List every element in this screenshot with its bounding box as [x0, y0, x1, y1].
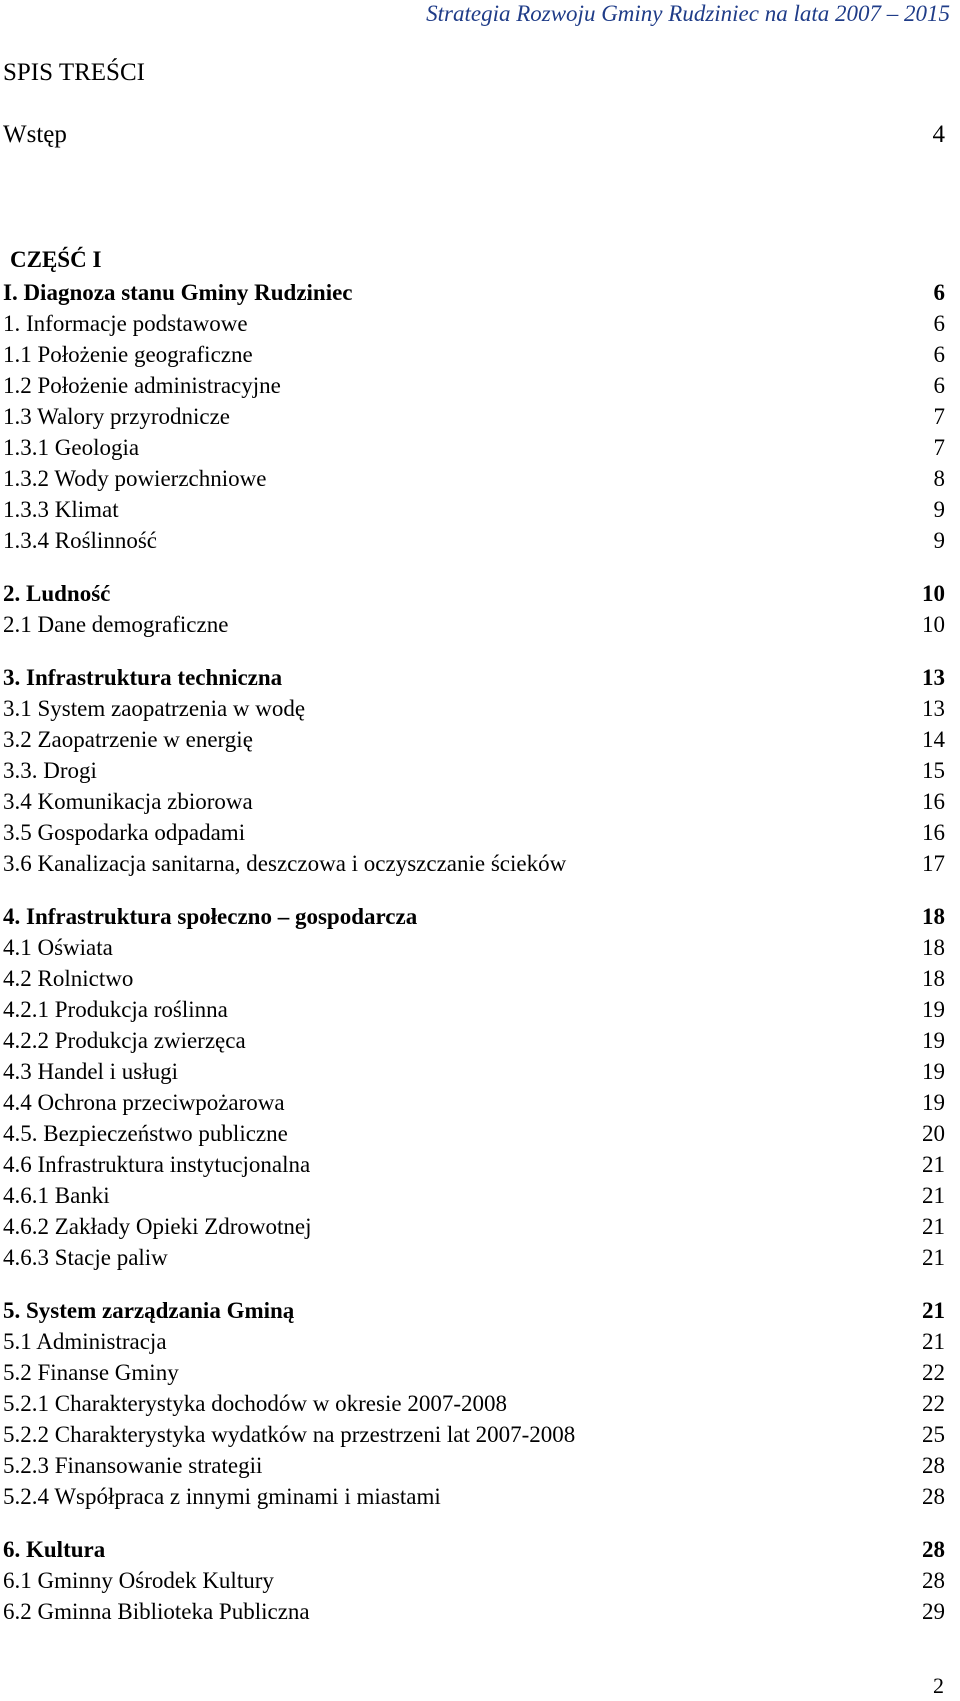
toc-entry-label: 1.3 Walory przyrodnicze — [3, 404, 231, 429]
toc-entry-label: 6.1 Gminny Ośrodek Kultury — [3, 1568, 274, 1593]
toc-entry — [3, 432, 945, 463]
toc-entry-page: 6 — [933, 280, 945, 305]
toc-entry-page: 16 — [922, 789, 945, 814]
toc-entry-label: 5.2.2 Charakterystyka wydatków na przestrzeni lat 2007-2008 — [3, 1422, 576, 1447]
toc-entry — [3, 494, 945, 525]
toc-entry-page: 8 — [933, 466, 945, 491]
toc-entry-page: 7 — [933, 404, 945, 429]
toc-entry — [3, 817, 945, 848]
toc-entry — [3, 370, 945, 401]
toc-entry-label: 5.1 Administracja — [3, 1329, 167, 1354]
toc-entry-page: 21 — [922, 1214, 945, 1239]
toc-entry — [3, 1596, 945, 1627]
toc-entry-label: 5.2.4 Współpraca z innymi gminami i miastami — [3, 1484, 441, 1509]
page-number: 2 — [933, 1673, 944, 1698]
toc-entry-page: 10 — [922, 612, 945, 637]
toc-entry-label: 4.3 Handel i usługi — [3, 1059, 179, 1084]
toc-entry-page: 14 — [922, 727, 945, 752]
toc-entry-label: 4.2 Rolnictwo — [3, 966, 134, 991]
toc-entry-label: 1.2 Położenie administracyjne — [3, 373, 281, 398]
toc-entry-page: 13 — [922, 665, 945, 690]
toc-entry-label: 4.6 Infrastruktura instytucjonalna — [3, 1152, 311, 1177]
toc-entry-page: 28 — [922, 1484, 945, 1509]
toc-entry — [3, 1357, 945, 1388]
toc-entry — [3, 1025, 945, 1056]
toc-entry-page: 9 — [933, 497, 945, 522]
toc-entry — [3, 525, 945, 556]
toc-entry — [3, 693, 945, 724]
toc-entry — [3, 1326, 945, 1357]
toc-entry-label: 4.2.2 Produkcja zwierzęca — [3, 1028, 246, 1053]
toc-entry — [3, 1149, 945, 1180]
toc-entry-label: 4.2.1 Produkcja roślinna — [3, 997, 228, 1022]
toc-entry-label: 3.1 System zaopatrzenia w wodę — [3, 696, 306, 721]
toc-entry-page: 21 — [922, 1298, 945, 1323]
toc-entry-label: I. Diagnoza stanu Gminy Rudziniec — [3, 280, 353, 305]
toc-entry-label: 2. Ludność — [3, 581, 111, 606]
toc-entry-page: 19 — [922, 1090, 945, 1115]
toc-entry-page: 21 — [922, 1245, 945, 1270]
toc-entry-label: 3.5 Gospodarka odpadami — [3, 820, 246, 845]
toc-entry — [3, 1087, 945, 1118]
toc-entry-label: 6.2 Gminna Biblioteka Publiczna — [3, 1599, 310, 1624]
toc-entry-label: 4.4 Ochrona przeciwpożarowa — [3, 1090, 285, 1115]
toc-entry-page: 25 — [922, 1422, 945, 1447]
toc-entry — [3, 1295, 945, 1326]
toc-entry-page: 18 — [922, 904, 945, 929]
toc-entry — [3, 1534, 945, 1565]
toc-entry-page: 18 — [922, 935, 945, 960]
toc-entry-page: 18 — [922, 966, 945, 991]
toc-entry — [3, 724, 945, 755]
toc-entry-page: 7 — [933, 435, 945, 460]
toc-entry-page: 22 — [922, 1391, 945, 1416]
toc-entry-label: 4.5. Bezpieczeństwo publiczne — [3, 1121, 288, 1146]
toc-entry-label: 5.2.1 Charakterystyka dochodów w okresie 2007-2008 — [3, 1391, 507, 1416]
toc-entry-page: 28 — [922, 1568, 945, 1593]
toc-entry — [3, 277, 945, 308]
toc-entry-label: 4.1 Oświata — [3, 935, 113, 960]
toc-entry-label: 4.6.1 Banki — [3, 1183, 110, 1208]
toc-title: SPIS TREŚCI — [3, 59, 145, 86]
toc-entry-label: Wstęp — [3, 121, 67, 148]
toc-entry-page: 21 — [922, 1329, 945, 1354]
toc-entry-label: 4. Infrastruktura społeczno – gospodarcza — [3, 904, 418, 929]
toc-entry — [3, 932, 945, 963]
toc-entry-label: 4.6.2 Zakłady Opieki Zdrowotnej — [3, 1214, 312, 1239]
toc-entry — [3, 609, 945, 640]
toc-entry-page: 21 — [922, 1152, 945, 1177]
toc-entry-label: 1.3.3 Klimat — [3, 497, 119, 522]
toc-entry — [3, 463, 945, 494]
toc-entry — [3, 308, 945, 339]
toc-entry-label: 3.3. Drogi — [3, 758, 97, 783]
toc-entry-page: 28 — [922, 1453, 945, 1478]
toc-entry-label: 1.1 Położenie geograficzne — [3, 342, 253, 367]
toc-list — [3, 277, 945, 1627]
toc-entry — [3, 755, 945, 786]
toc-entry — [3, 1242, 945, 1273]
toc-entry — [3, 1388, 945, 1419]
toc-entry-label: 5. System zarządzania Gminą — [3, 1298, 295, 1323]
toc-entry — [3, 994, 945, 1025]
toc-entry-label: 6. Kultura — [3, 1537, 106, 1562]
toc-entry — [3, 848, 945, 879]
toc-entry-label: 3.4 Komunikacja zbiorowa — [3, 789, 253, 814]
toc-entry — [3, 662, 945, 693]
toc-entry — [3, 786, 945, 817]
toc-entry-page: 6 — [933, 311, 945, 336]
toc-entry-page: 22 — [922, 1360, 945, 1385]
toc-entry — [3, 963, 945, 994]
toc-entry-label: 5.2 Finanse Gminy — [3, 1360, 179, 1385]
toc-entry-page: 9 — [933, 528, 945, 553]
toc-entry-page: 10 — [922, 581, 945, 606]
running-header: Strategia Rozwoju Gminy Rudziniec na lata 2007 – 2015 — [426, 1, 950, 26]
toc-entry-page: 6 — [933, 373, 945, 398]
toc-entry — [3, 1118, 945, 1149]
toc-entry-page: 29 — [922, 1599, 945, 1624]
toc-entry — [3, 1056, 945, 1087]
toc-entry-page: 6 — [933, 342, 945, 367]
toc-entry-page: 17 — [922, 851, 945, 876]
toc-entry-label: 5.2.3 Finansowanie strategii — [3, 1453, 263, 1478]
toc-entry-label: 3.6 Kanalizacja sanitarna, deszczowa i oczyszczanie ścieków — [3, 851, 567, 876]
toc-entry-label: 1. Informacje podstawowe — [3, 311, 248, 336]
toc-entry — [3, 1180, 945, 1211]
toc-entry-page: 13 — [922, 696, 945, 721]
toc-entry-page: 28 — [922, 1537, 945, 1562]
toc-entry-label: 4.6.3 Stacje paliw — [3, 1245, 168, 1270]
toc-entry-label: 3.2 Zaopatrzenie w energię — [3, 727, 253, 752]
part-label: CZĘŚĆ I — [10, 247, 102, 272]
toc-entry-page: 21 — [922, 1183, 945, 1208]
toc-entry — [3, 1481, 945, 1512]
toc-entry — [3, 901, 945, 932]
toc-entry — [3, 1565, 945, 1596]
toc-entry-page: 19 — [922, 1059, 945, 1084]
toc-entry-page: 15 — [922, 758, 945, 783]
toc-entry-label: 1.3.1 Geologia — [3, 435, 140, 460]
toc-entry — [3, 578, 945, 609]
toc-entry — [3, 1211, 945, 1242]
toc-entry-label: 2.1 Dane demograficzne — [3, 612, 229, 637]
toc-entry-label: 3. Infrastruktura techniczna — [3, 665, 283, 690]
toc-entry-label: 1.3.2 Wody powierzchniowe — [3, 466, 267, 491]
toc-entry-page: 19 — [922, 997, 945, 1022]
toc-entry — [3, 1419, 945, 1450]
toc-entry-page: 19 — [922, 1028, 945, 1053]
toc-entry-page: 4 — [932, 121, 945, 148]
toc-entry — [3, 401, 945, 432]
toc-entry-label: 1.3.4 Roślinność — [3, 528, 157, 553]
toc-entry-page: 20 — [922, 1121, 945, 1146]
toc-entry-page: 16 — [922, 820, 945, 845]
toc-intro-row — [3, 120, 945, 150]
toc-entry — [3, 1450, 945, 1481]
toc-entry — [3, 339, 945, 370]
